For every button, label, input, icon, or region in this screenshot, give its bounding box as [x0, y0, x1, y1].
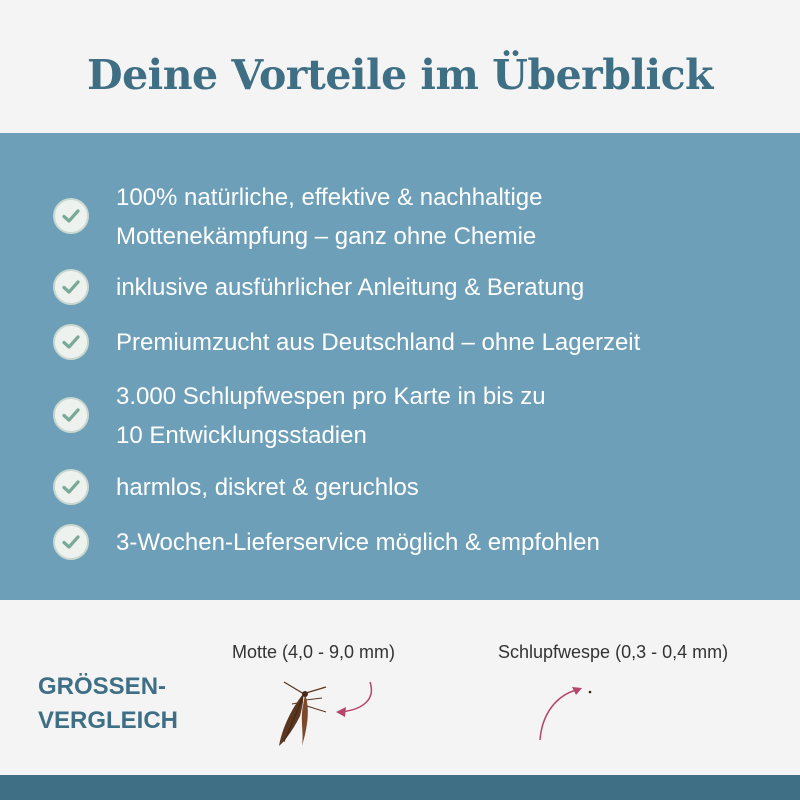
benefit-text: Premiumzucht aus Deutschland – ohne Lagerzeit — [116, 329, 641, 356]
size-comparison-title: GRÖSSEN- VERGLEICH — [38, 673, 179, 734]
checkmark-icon — [53, 469, 89, 505]
benefit-text: 3.000 Schlupfwespen pro Karte in bis zu 10 Entwicklungsstadien — [116, 383, 546, 449]
page-title: Deine Vorteile im Überblick — [87, 50, 713, 99]
footer-bar — [0, 775, 800, 800]
benefit-text: 100% natürliche, effektive & nachhaltige Mottenekämpfung – ganz ohne Chemie — [116, 184, 543, 250]
benefits-panel — [0, 133, 800, 600]
benefit-text: inklusive ausführlicher Anleitung & Beratung — [116, 274, 585, 301]
moth-icon — [270, 678, 332, 750]
benefit-text: 3-Wochen-Lieferservice möglich & empfohlen — [116, 529, 600, 556]
arrow-to-moth-icon — [330, 678, 380, 720]
arrow-to-wasp-icon — [532, 684, 592, 744]
size-comparison-section — [0, 600, 800, 775]
checkmark-icon — [53, 198, 89, 234]
checkmark-icon — [53, 524, 89, 560]
wasp-size-label: Schlupfwespe (0,3 - 0,4 mm) — [498, 642, 729, 662]
benefit-text: harmlos, diskret & geruchlos — [116, 474, 419, 501]
checkmark-icon — [53, 324, 89, 360]
moth-size-label: Motte (4,0 - 9,0 mm) — [232, 642, 396, 662]
header — [0, 0, 800, 133]
checkmark-icon — [53, 397, 89, 433]
checkmark-icon — [53, 269, 89, 305]
